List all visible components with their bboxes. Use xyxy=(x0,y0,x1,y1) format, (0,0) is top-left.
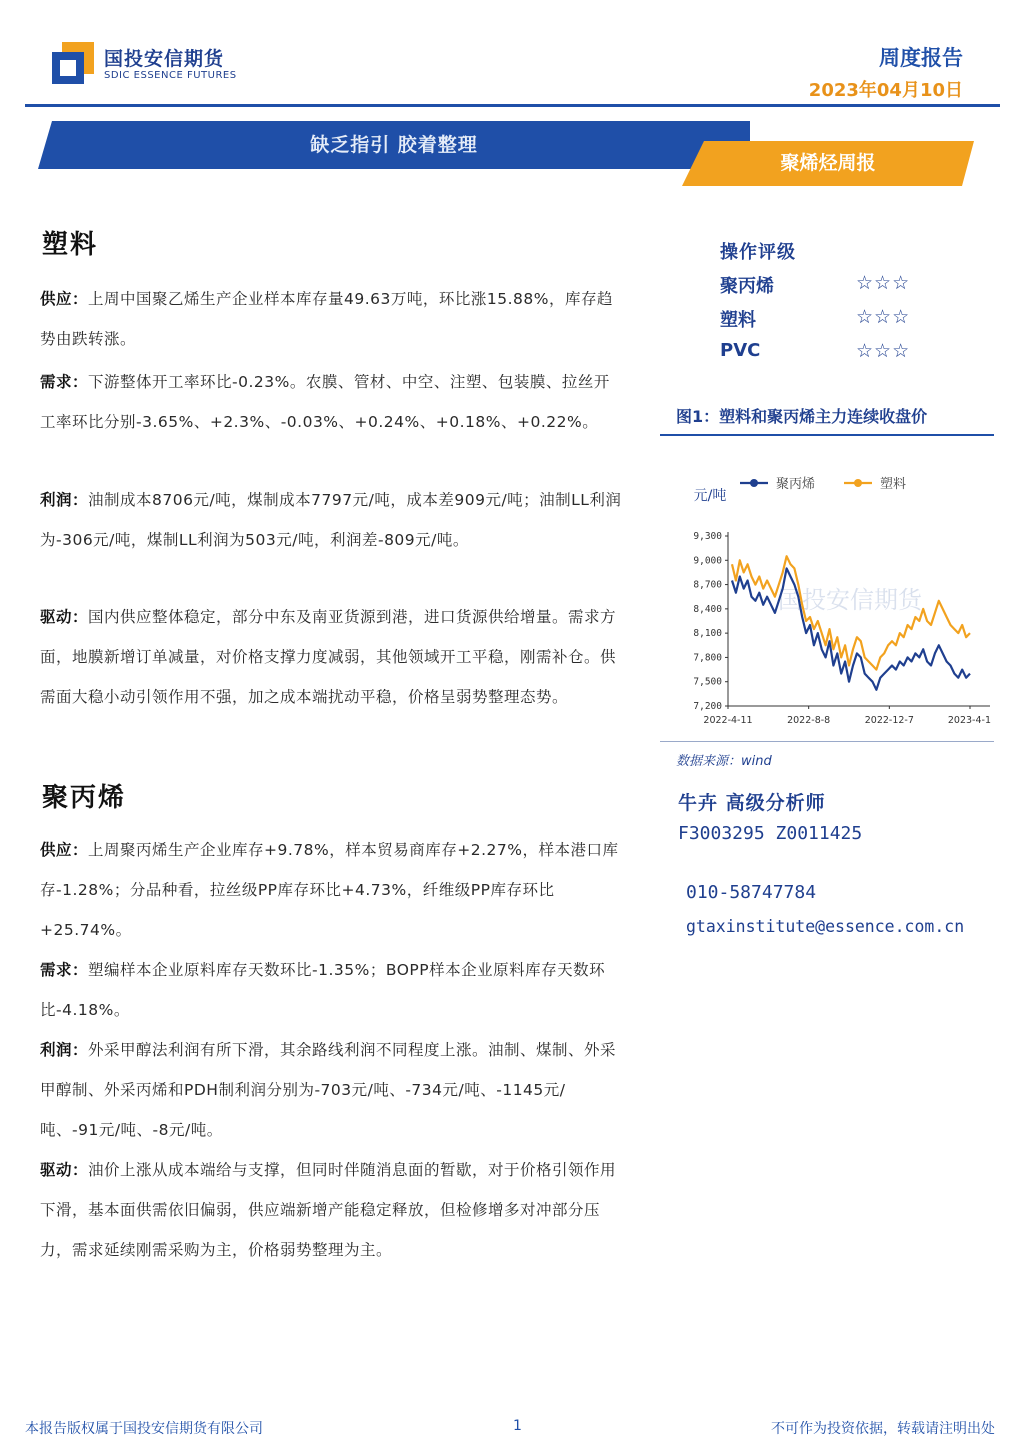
legend-swatch-marker xyxy=(750,479,758,487)
report-tag: 聚烯烃周报 xyxy=(780,152,876,174)
y-tick-label: 7,500 xyxy=(693,676,722,688)
analyst-cert: F3003295 Z0011425 xyxy=(678,823,863,844)
price-line-chart xyxy=(660,460,994,736)
y-tick-label: 8,100 xyxy=(693,628,722,640)
pp-driver-text: 油价上涨从成本端给与支撑，但同时伴随消息面的暂歇，对于价格引领作用下滑，基本面供需依旧偏弱，供应端新增产能稳定释放，但检修增多对冲部分压力，需求延续刚需采购为主，价格弱势整理为主。 xyxy=(40,1161,617,1259)
star-rating-icon: ☆☆☆ xyxy=(856,272,911,294)
plastic-profit-text: 油制成本8706元/吨，煤制成本7797元/吨，成本差909元/吨；油制LL利润为-306元/吨，煤制LL利润为503元/吨，利润差-809元/吨。 xyxy=(40,491,622,549)
rating-row-pvc xyxy=(720,340,940,368)
pp-profit xyxy=(40,1030,622,1150)
footer-copyright: 本报告版权属于国投安信期货有限公司 xyxy=(25,1421,263,1437)
x-tick-label: 2022-8-8 xyxy=(787,715,831,726)
pp-profit-text: 外采甲醇法利润有所下滑，其余路线利润不同程度上涨。油制、煤制、外采甲醇制、外采丙烯和PDH制利润分别为-703元/吨、-734元/吨、-1145元/吨、-91元/吨、-8元/吨。 xyxy=(40,1041,617,1139)
x-tick-label: 2023-4-1 xyxy=(947,715,991,726)
plastic-driver xyxy=(40,597,622,717)
rating-name: 聚丙烯 xyxy=(720,276,774,297)
pp-driver-label: 驱动： xyxy=(40,1161,89,1179)
plastic-demand xyxy=(40,362,622,442)
plastic-demand-label: 需求： xyxy=(40,373,89,391)
pp-profit-label: 利润： xyxy=(40,1041,89,1059)
source-divider xyxy=(660,741,994,742)
y-tick-label: 9,000 xyxy=(693,555,722,567)
pp-supply xyxy=(40,830,622,950)
legend-label: 塑料 xyxy=(880,477,907,492)
y-axis-label: 元/吨 xyxy=(693,488,727,504)
plastic-profit-label: 利润： xyxy=(40,491,89,509)
footer-disclaimer: 不可作为投资依据，转载请注明出处 xyxy=(771,1421,995,1437)
section-title-plastic: 塑料 xyxy=(42,230,99,260)
plastic-driver-label: 驱动： xyxy=(40,608,89,626)
report-title: 缺乏指引 胶着整理 xyxy=(310,134,478,156)
rating-row-pp xyxy=(720,272,940,300)
analyst-email[interactable]: gtaxinstitute@essence.com.cn xyxy=(686,917,965,936)
figure-title: 图1：塑料和聚丙烯主力连续收盘价 xyxy=(676,407,928,426)
figure-divider xyxy=(660,434,994,436)
plastic-supply xyxy=(40,279,622,359)
rating-name: 塑料 xyxy=(720,310,756,331)
plastic-demand-text: 下游整体开工率环比-0.23%。农膜、管材、中空、注塑、包装膜、拉丝开工率环比分别-3.65%、+2.3%、-0.03%、+0.24%、+0.18%、+0.22%。 xyxy=(40,373,610,431)
logo-mark-icon xyxy=(52,42,94,84)
header-divider xyxy=(25,104,1000,107)
pp-demand xyxy=(40,950,622,1030)
section-title-pp: 聚丙烯 xyxy=(42,783,127,813)
page-number: 1 xyxy=(513,1418,522,1434)
plastic-profit xyxy=(40,480,622,560)
pp-demand-label: 需求： xyxy=(40,961,89,979)
rating-row-plastic xyxy=(720,306,940,334)
analyst-phone: 010-58747784 xyxy=(686,882,817,903)
analyst-name: 牛卉 高级分析师 xyxy=(678,792,826,814)
y-tick-label: 7,200 xyxy=(693,701,722,712)
report-type: 周度报告 xyxy=(879,46,963,70)
plastic-supply-text: 上周中国聚乙烯生产企业样本库存量49.63万吨，环比涨15.88%，库存趋势由跌转涨。 xyxy=(40,290,613,348)
star-rating-icon: ☆☆☆ xyxy=(856,306,911,328)
logo-name-en: SDIC ESSENCE FUTURES xyxy=(104,70,237,81)
plastic-driver-text: 国内供应整体稳定，部分中东及南亚货源到港，进口货源供给增量。需求方面，地膜新增订单减量，对价格支撑力度减弱，其他领域开工平稳，刚需补仓。供需面大稳小动引领作用不强，加之成本端扰动平稳，价格呈弱势整理态势。 xyxy=(40,608,617,706)
y-tick-label: 7,800 xyxy=(693,652,722,664)
x-tick-label: 2022-12-7 xyxy=(864,715,914,726)
report-date: 2023年04月10日 xyxy=(808,80,963,101)
figure-source: 数据来源：wind xyxy=(676,754,772,769)
logo-name-cn: 国投安信期货 xyxy=(104,48,225,70)
rating-heading: 操作评级 xyxy=(720,242,796,263)
pp-supply-label: 供应： xyxy=(40,841,89,859)
y-tick-label: 9,300 xyxy=(693,531,722,542)
rating-name: PVC xyxy=(720,340,761,361)
plastic-supply-label: 供应： xyxy=(40,290,89,308)
y-tick-label: 8,700 xyxy=(693,579,722,591)
x-tick-label: 2022-4-11 xyxy=(703,715,753,726)
legend-swatch-marker xyxy=(854,479,862,487)
pp-demand-text: 塑编样本企业原料库存天数环比-1.35%；BOPP样本企业原料库存天数环比-4.18%。 xyxy=(40,961,606,1019)
pp-supply-text: 上周聚丙烯生产企业库存+9.78%，样本贸易商库存+2.27%，样本港口库存-1.28%；分品种看，拉丝级PP库存环比+4.73%，纤维级PP库存环比+25.74%。 xyxy=(40,841,619,939)
pp-driver xyxy=(40,1150,622,1270)
legend-label: 聚丙烯 xyxy=(776,477,816,492)
star-rating-icon: ☆☆☆ xyxy=(856,340,911,362)
y-tick-label: 8,400 xyxy=(693,603,722,615)
chart-watermark: 国投安信期货 xyxy=(778,586,922,614)
company-logo xyxy=(52,42,242,88)
